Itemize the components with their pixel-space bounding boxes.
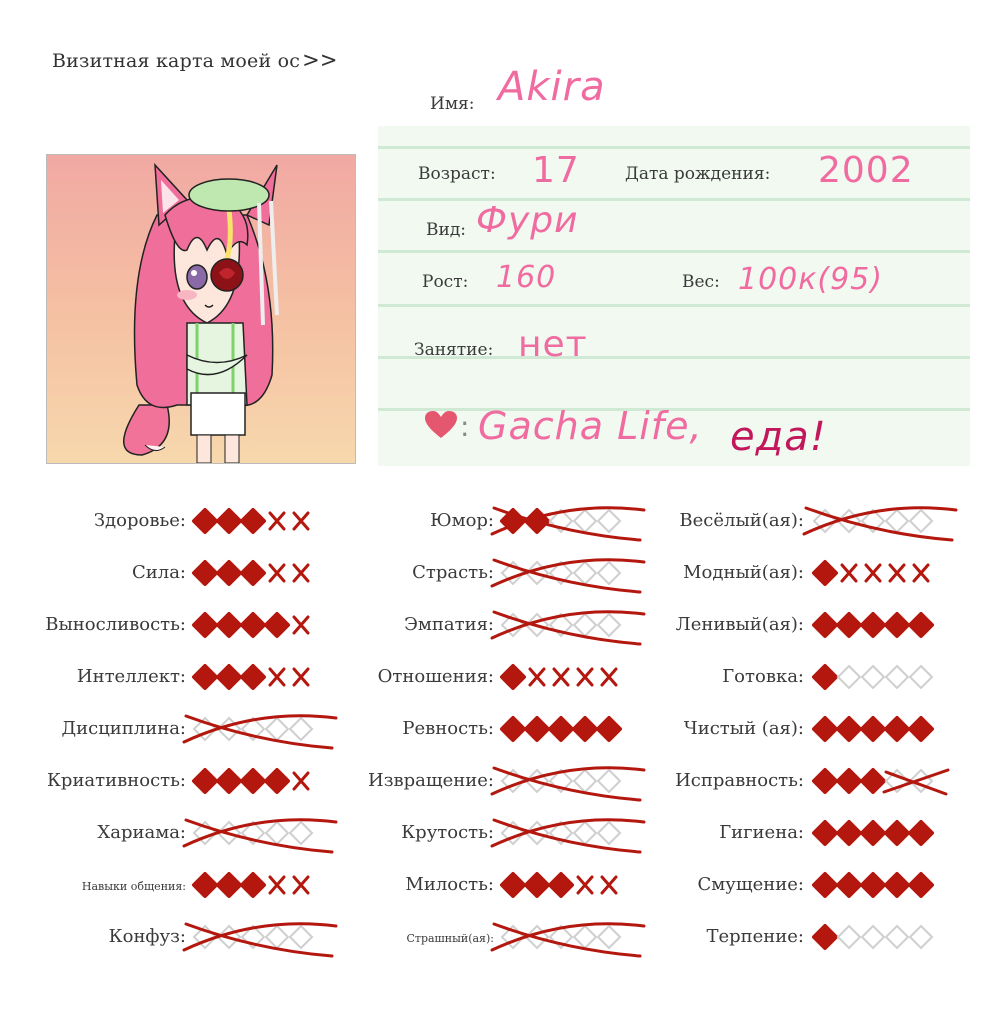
stat-pips	[812, 558, 942, 588]
stat-label: Навыки общения:	[81, 880, 186, 893]
stat-pips	[812, 610, 942, 640]
likes-separator: :	[460, 410, 471, 443]
stat-rating	[192, 818, 322, 848]
filled-pip	[266, 770, 288, 792]
stat-rating	[500, 818, 630, 848]
filled-pip	[862, 718, 884, 740]
empty-pip	[574, 562, 596, 584]
filled-pip	[218, 874, 240, 896]
cross-mark	[294, 773, 308, 789]
stat-label: Эмпатия:	[404, 614, 494, 635]
stat-pips	[812, 506, 942, 536]
stat-rating	[812, 662, 942, 692]
stat-rating	[192, 558, 322, 588]
filled-pip	[814, 874, 836, 896]
name-label: Имя:	[430, 94, 475, 114]
filled-pip	[574, 718, 596, 740]
filled-pip	[550, 874, 572, 896]
empty-pip	[598, 510, 620, 532]
stat-pips	[192, 558, 322, 588]
filled-pip	[910, 718, 932, 740]
stat-pips	[192, 766, 322, 796]
filled-pip	[814, 614, 836, 636]
cross-mark	[270, 565, 284, 581]
species-label: Вид:	[426, 220, 467, 240]
filled-pip	[526, 874, 548, 896]
stat-pips	[192, 818, 322, 848]
form-rule	[378, 198, 970, 201]
stat-rating	[500, 506, 630, 536]
stat-pips	[192, 870, 322, 900]
cross-mark	[554, 669, 568, 685]
cross-mark	[294, 565, 308, 581]
filled-pip	[242, 562, 264, 584]
empty-pip	[290, 926, 312, 948]
cross-mark	[294, 877, 308, 893]
filled-pip	[502, 718, 524, 740]
empty-pip	[266, 718, 288, 740]
occupation-label: Занятие:	[414, 340, 494, 360]
birth-date-value: 2002	[818, 150, 914, 191]
filled-pip	[194, 666, 216, 688]
likes-value: Gacha Life,	[478, 404, 703, 448]
filled-pip	[242, 510, 264, 532]
stat-label: Ленивый(ая):	[675, 614, 804, 635]
filled-pip	[814, 718, 836, 740]
empty-pip	[574, 770, 596, 792]
stat-label: Милость:	[405, 874, 494, 895]
empty-pip	[574, 926, 596, 948]
cross-mark	[530, 669, 544, 685]
stat-rating	[812, 870, 942, 900]
empty-pip	[290, 718, 312, 740]
filled-pip	[242, 770, 264, 792]
stat-rating	[192, 610, 322, 640]
stat-label: Извращение:	[368, 770, 494, 791]
stat-label: Здоровье:	[93, 510, 186, 531]
stat-label: Криативность:	[46, 770, 186, 791]
filled-pip	[814, 926, 836, 948]
empty-pip	[598, 614, 620, 636]
filled-pip	[838, 874, 860, 896]
stat-rating	[192, 662, 322, 692]
stat-pips	[812, 870, 942, 900]
empty-pip	[862, 666, 884, 688]
filled-pip	[886, 874, 908, 896]
filled-pip	[194, 562, 216, 584]
filled-pip	[550, 718, 572, 740]
form-rule	[378, 250, 970, 253]
stat-pips	[500, 662, 630, 692]
filled-pip	[266, 614, 288, 636]
stat-label: Дисциплина:	[61, 718, 186, 739]
filled-pip	[862, 614, 884, 636]
cross-mark	[866, 565, 880, 581]
stat-label: Терпение:	[706, 926, 804, 947]
stat-label: Модный(ая):	[683, 562, 804, 583]
stat-label: Конфуз:	[108, 926, 186, 947]
empty-pip	[598, 926, 620, 948]
empty-pip	[910, 510, 932, 532]
stat-rating	[192, 766, 322, 796]
stat-label: Смущение:	[697, 874, 804, 895]
stat-rating	[500, 766, 630, 796]
height-value: 160	[496, 260, 557, 295]
empty-pip	[910, 926, 932, 948]
stat-pips	[500, 714, 630, 744]
stat-label: Готовка:	[722, 666, 804, 687]
empty-pip	[598, 822, 620, 844]
stat-pips	[812, 766, 942, 796]
filled-pip	[838, 822, 860, 844]
filled-pip	[502, 874, 524, 896]
stat-pips	[192, 922, 322, 952]
empty-pip	[910, 666, 932, 688]
filled-pip	[194, 874, 216, 896]
weight-label: Вес:	[682, 272, 720, 292]
empty-pip	[886, 926, 908, 948]
filled-pip	[886, 822, 908, 844]
empty-pip	[574, 510, 596, 532]
name-value: Akira	[498, 64, 606, 110]
cross-mark	[578, 669, 592, 685]
cross-mark	[578, 877, 592, 893]
stat-rating	[812, 610, 942, 640]
stat-rating	[500, 662, 630, 692]
stat-pips	[812, 922, 942, 952]
filled-pip	[862, 770, 884, 792]
stat-pips	[500, 610, 630, 640]
cross-mark	[270, 513, 284, 529]
filled-pip	[838, 614, 860, 636]
filled-pip	[814, 666, 836, 688]
cross-mark	[270, 669, 284, 685]
stat-label: Отношения:	[377, 666, 494, 687]
stat-pips	[500, 818, 630, 848]
stat-label: Страсть:	[412, 562, 494, 583]
stat-label: Интеллект:	[76, 666, 186, 687]
filled-pip	[218, 770, 240, 792]
stat-pips	[500, 506, 630, 536]
filled-pip	[194, 510, 216, 532]
stat-label: Сила:	[132, 562, 186, 583]
filled-pip	[814, 562, 836, 584]
cross-mark	[270, 877, 284, 893]
stat-label: Исправность:	[675, 770, 804, 791]
stat-rating	[192, 506, 322, 536]
card-title-arrows: >>	[302, 48, 338, 72]
filled-pip	[814, 822, 836, 844]
cross-mark	[602, 669, 616, 685]
height-label: Рост:	[422, 272, 469, 292]
weight-value: 100к(95)	[738, 262, 883, 297]
stat-rating	[192, 870, 322, 900]
stat-pips	[192, 714, 322, 744]
stat-pips	[500, 922, 630, 952]
stat-rating	[500, 558, 630, 588]
likes-extra: еда!	[730, 414, 827, 460]
cross-mark	[914, 565, 928, 581]
stat-pips	[500, 870, 630, 900]
empty-pip	[886, 510, 908, 532]
stat-label: Хариама:	[97, 822, 186, 843]
cross-mark	[842, 565, 856, 581]
stat-rating	[500, 922, 630, 952]
filled-pip	[526, 718, 548, 740]
stat-label: Весёлый(ая):	[679, 510, 804, 531]
form-rule	[378, 304, 970, 307]
filled-pip	[814, 770, 836, 792]
filled-pip	[218, 614, 240, 636]
stat-rating	[812, 922, 942, 952]
stat-rating	[192, 714, 322, 744]
filled-pip	[910, 822, 932, 844]
filled-pip	[218, 562, 240, 584]
filled-pip	[862, 822, 884, 844]
empty-pip	[598, 770, 620, 792]
character-portrait	[46, 154, 356, 464]
empty-pip	[838, 926, 860, 948]
stat-rating	[192, 922, 322, 952]
filled-pip	[862, 874, 884, 896]
stat-pips	[192, 506, 322, 536]
filled-pip	[598, 718, 620, 740]
empty-pip	[574, 614, 596, 636]
stat-pips	[812, 714, 942, 744]
stat-rating	[812, 766, 942, 796]
stat-label: Ревность:	[402, 718, 494, 739]
card-title-text: Визитная карта моей ос	[52, 50, 301, 72]
cross-mark	[890, 565, 904, 581]
stat-rating	[500, 610, 630, 640]
cross-mark	[294, 669, 308, 685]
stat-label: Гигиена:	[719, 822, 804, 843]
empty-pip	[862, 926, 884, 948]
stat-label: Страшный(ая):	[406, 932, 494, 945]
species-value: Фури	[476, 200, 579, 241]
empty-pip	[838, 666, 860, 688]
filled-pip	[194, 770, 216, 792]
stat-pips	[812, 662, 942, 692]
filled-pip	[910, 614, 932, 636]
stat-rating	[812, 714, 942, 744]
filled-pip	[242, 874, 264, 896]
character-illustration	[47, 155, 355, 463]
stat-pips	[192, 610, 322, 640]
cross-mark	[294, 617, 308, 633]
filled-pip	[194, 614, 216, 636]
stat-pips	[500, 558, 630, 588]
stat-label: Чистый (ая):	[683, 718, 804, 739]
birth-date-label: Дата рождения:	[625, 164, 771, 184]
age-value: 17	[532, 150, 580, 191]
empty-pip	[290, 822, 312, 844]
card-title	[52, 48, 338, 72]
occupation-value: нет	[518, 324, 588, 365]
filled-pip	[838, 770, 860, 792]
form-rule	[378, 146, 970, 149]
filled-pip	[886, 718, 908, 740]
stat-pips	[500, 766, 630, 796]
stat-rating	[812, 558, 942, 588]
filled-pip	[886, 614, 908, 636]
stat-label: Крутость:	[401, 822, 494, 843]
empty-pip	[266, 926, 288, 948]
empty-pip	[574, 822, 596, 844]
age-label: Возраст:	[418, 164, 496, 184]
cross-mark	[294, 513, 308, 529]
stat-pips	[812, 818, 942, 848]
stat-rating	[500, 870, 630, 900]
filled-pip	[218, 510, 240, 532]
empty-pip	[598, 562, 620, 584]
empty-pip	[886, 666, 908, 688]
filled-pip	[242, 666, 264, 688]
stat-rating	[812, 506, 942, 536]
cross-mark	[602, 877, 616, 893]
filled-pip	[838, 718, 860, 740]
stat-pips	[192, 662, 322, 692]
filled-pip	[910, 874, 932, 896]
stat-rating	[812, 818, 942, 848]
heart-icon	[424, 410, 458, 440]
empty-pip	[266, 822, 288, 844]
filled-pip	[242, 614, 264, 636]
stat-label: Юмор:	[430, 510, 494, 531]
filled-pip	[218, 666, 240, 688]
stat-rating	[500, 714, 630, 744]
filled-pip	[502, 666, 524, 688]
stat-label: Выносливость:	[45, 614, 186, 635]
